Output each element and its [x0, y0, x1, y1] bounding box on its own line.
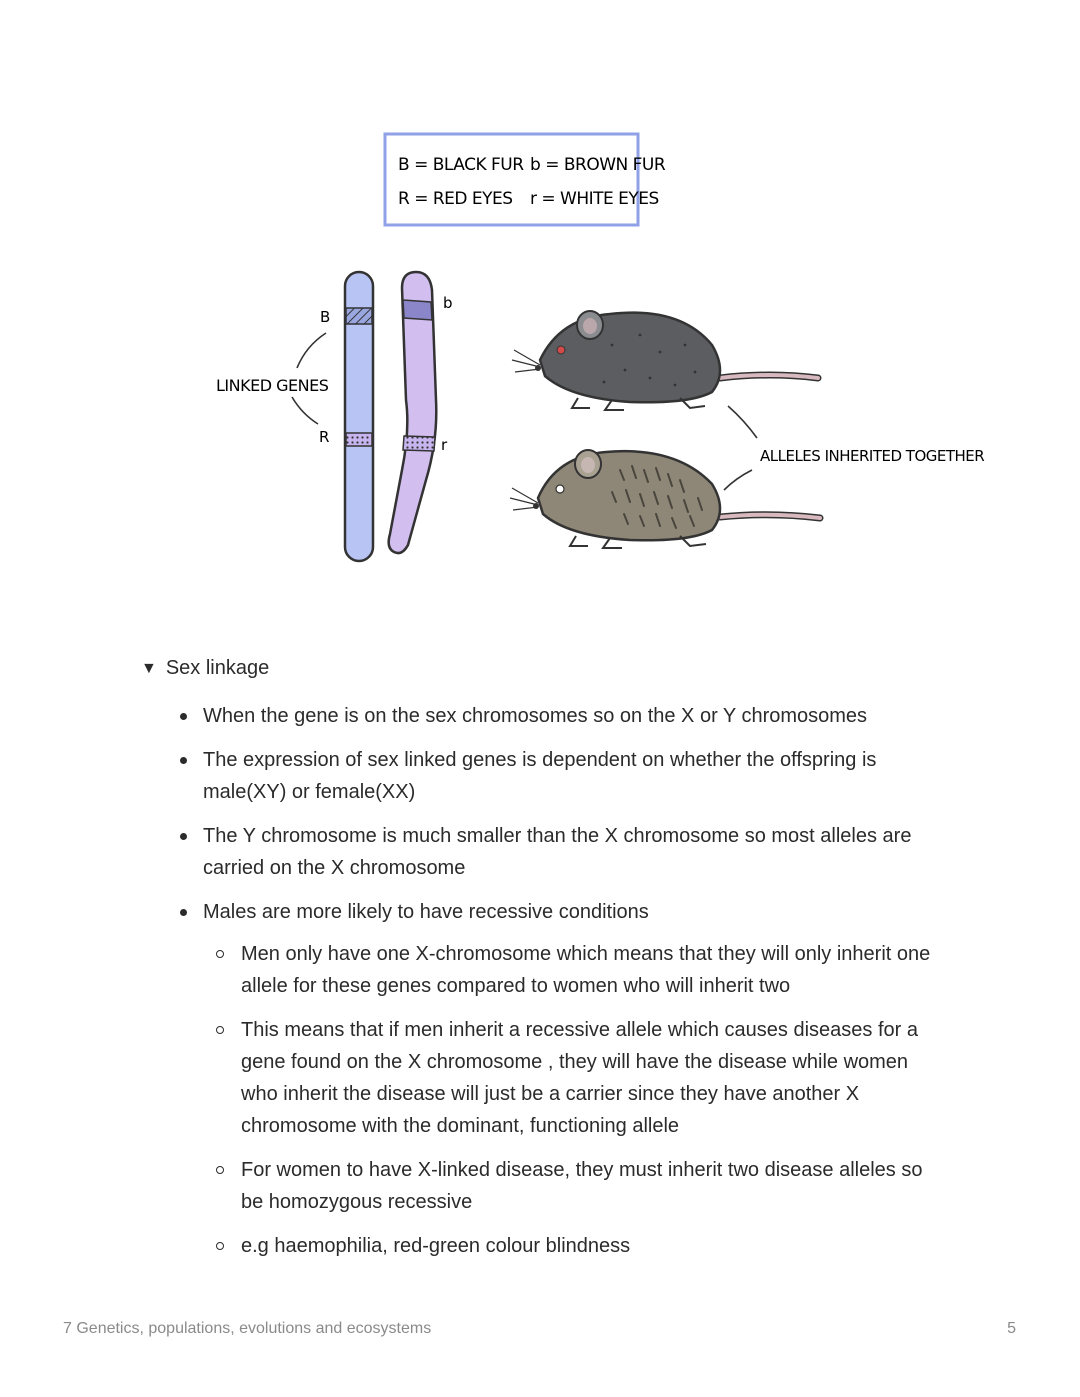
- black-mouse: [512, 311, 818, 410]
- sub-list-item: [216, 1230, 948, 1262]
- list-item: [178, 744, 948, 808]
- triangle-down-icon: ▼: [141, 659, 157, 677]
- arrow-to-b-gene: [297, 333, 326, 368]
- chromosome-left: [345, 272, 373, 561]
- list-item-text: The expression of sex linked genes is dependent on whether the offspring is male(XY) or female(XX): [203, 749, 877, 803]
- sub-list-item: [216, 1154, 948, 1218]
- alleles-inherited-label: ALLELES INHERITED TOGETHER: [760, 447, 985, 465]
- list-item-text: Males are more likely to have recessive conditions: [203, 901, 649, 923]
- bullet-icon: [180, 757, 187, 764]
- footer-title: 7 Genetics, populations, evolutions and ecosystems: [63, 1320, 432, 1337]
- sub-list-item-text: Men only have one X-chromosome which means that they will only inherit one allele for these genes compared to women who will inherit two: [241, 943, 931, 997]
- sub-list-item-text: For women to have X-linked disease, they must inherit two disease alleles so be homozygous recessive: [241, 1159, 923, 1213]
- arrow-to-brown-mouse: [724, 470, 752, 490]
- bullet-icon: [180, 833, 187, 840]
- gene-label-b: b: [443, 294, 453, 312]
- list-item-text: The Y chromosome is much smaller than the X chromosome so most alleles are carried on the X chromosome: [203, 825, 912, 879]
- bullet-icon: [180, 909, 187, 916]
- legend-red-eyes: R = RED EYES: [398, 189, 513, 209]
- legend-box: [385, 134, 666, 225]
- sub-list: [216, 938, 948, 1262]
- sub-list-item: [216, 1014, 948, 1142]
- list-item-text: When the gene is on the sex chromosomes so on the X or Y chromosomes: [203, 705, 868, 727]
- arrow-to-r-gene: [292, 397, 318, 424]
- section-title: Sex linkage: [165, 657, 270, 679]
- bullet-icon: [180, 713, 187, 720]
- list-item: [178, 896, 948, 1262]
- hollow-bullet-icon: [216, 950, 224, 958]
- page-number: 5: [1007, 1320, 1016, 1337]
- list-item: [178, 820, 948, 884]
- hollow-bullet-icon: [216, 1026, 224, 1034]
- sub-list-item: [216, 938, 948, 1002]
- gene-label-r: r: [441, 436, 447, 454]
- sub-list-item-text: e.g haemophilia, red-green colour blindness: [241, 1235, 631, 1257]
- sub-list-item-text: This means that if men inherit a recessive allele which causes diseases for a gene found on the X chromosome , they will have the disease while women who inherit the disease will just be a carrier since they have another X chromosome with the dominant, functioning allele: [241, 1019, 918, 1137]
- hollow-bullet-icon: [216, 1166, 224, 1174]
- chromosome-right: [389, 272, 452, 553]
- linked-genes-diagram: [0, 0, 1080, 600]
- hollow-bullet-icon: [216, 1242, 224, 1250]
- sex-linkage-list: [178, 700, 948, 1274]
- legend-white-eyes: r = WHITE EYES: [530, 189, 659, 209]
- linked-genes-label: LINKED GENES: [216, 376, 329, 395]
- gene-label-R: R: [319, 428, 329, 446]
- arrow-to-black-mouse: [728, 406, 757, 438]
- legend-black-fur: B = BLACK FUR: [398, 155, 524, 175]
- list-item: [178, 700, 948, 732]
- legend-brown-fur: b = BROWN FUR: [530, 155, 666, 175]
- gene-label-B: B: [320, 308, 330, 326]
- sex-linkage-toggle[interactable]: [141, 657, 269, 680]
